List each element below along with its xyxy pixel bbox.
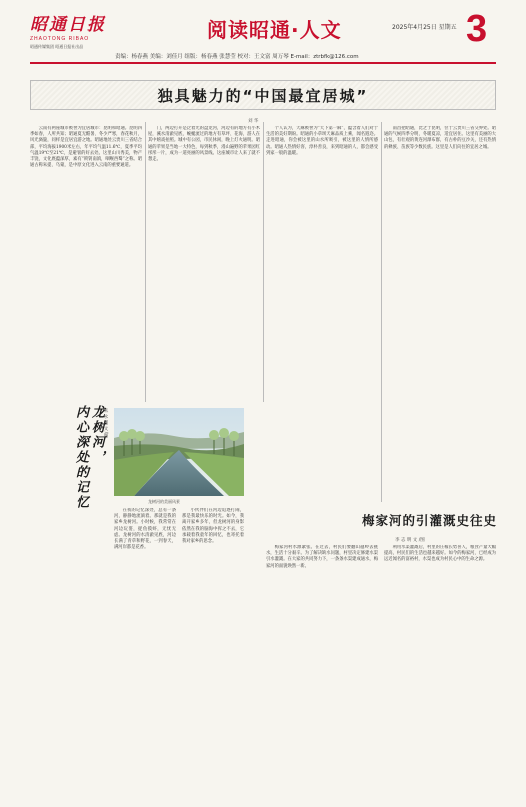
article2-byline: 朱 永 刚 文 /图 (103, 408, 108, 438)
river-photo (114, 408, 244, 496)
article-byline: 刘 华 (248, 119, 259, 124)
logo-english: ZHAOTONG RIBAO (30, 36, 90, 42)
column-divider (145, 122, 146, 402)
column-divider (381, 122, 382, 502)
article3-byline: 李 志 明 文 /图 (395, 538, 425, 543)
article1-column-3: 个人认为，天麻被誉为“天下第一麻”，蕴含着人们对于生活的美好期盼。昭通的小草坝天麻品质上乘，闻名遐迩。走进昭通，你会被这里的山水所吸引，被这里的人情所感动。昭通人热情好客，淳朴善良，来到昭通的人，都会感受到家一般的温暖。 (266, 126, 378, 156)
issue-date: 2025年4月25日 星期五 (392, 24, 457, 31)
headline-text: 独具魅力的“中国最宜居城” (157, 86, 369, 105)
article3-column-1: 梅家河村水源紧张。在过去，村民们要翻山越岭去挑水，生活十分艰辛。为了解决缺水问题，村里决定修建水渠引水灌溉。在大家的共同努力下，一条条水渠建成通水，梅家河的面貌焕然一新。 (266, 545, 378, 569)
article-headline (30, 80, 496, 110)
masthead (0, 0, 526, 64)
section-title: 阅读昭通·人文 (207, 18, 342, 42)
editor-credits: 责编：杨春燕 美编：刘佳月 组版：杨春燕 张慧莹 校对：王文富 周万琴 E-mail：ztrbfk@126.com (115, 54, 359, 60)
article3-title: 梅家河的引灌溉史往史 (362, 513, 498, 528)
column-divider (263, 122, 264, 402)
article1-column-1: 云南有两座城市被誉为宜居城市：昆明和昭通。昆明四季如春，人所共知；昭通夏无酷暑、冬少严寒，春花秋月，风光旖旎，同样是宜居宜游之地。昭通地处云贵川三省结合部，平均海拔1900米左右，年平均气温11.6℃，夏季平均气温19℃至21℃，是避暑的好去处。这里山川秀美，物产丰饶，文化底蕴深厚，素有“锁钥南滇，咽喉西蜀”之称。昭通古称朱提、乌蒙，是中原文化进入云南的重要通道。 (30, 126, 142, 169)
article2-column-1: 在我的记忆深处，总有一条河，静静地流淌着。那就是我的家乡龙树河。小时候，我常常在河边玩耍，捉鱼摸虾，无忧无虑。龙树河的水清澈见底，河边长满了青草和野花，一到春天，满河岸都是花香。 (114, 508, 176, 551)
article2-column-2: 小伙伴们在河边追逐打闹，那是我最快乐的时光。如今，我离开家乡多年，但龙树河的身影依然在我的脑海中挥之不去，它承载着我童年的回忆，也寄托着我对家乡的思念。 (182, 508, 244, 545)
article2-title: 龙树河， 内心深处的记忆 (73, 405, 104, 510)
logo-subtitle: 昭通传媒集团 昭通日报社出品 (30, 44, 84, 49)
page-number: 3 (466, 8, 488, 50)
article1-column-4: 南昌把昭通，比之于昆明，位于云贵川三省交界处。昭通的气候四季分明，冬暖夏凉，适宜居住。这里有美丽的大山包，有壮观的黄连河瀑布群，有古朴的豆沙关，还有热情的彝族、苗族等少数民族。这里是人们向往的宜居之城。 (384, 126, 496, 150)
masthead-rule (30, 62, 496, 64)
article3-column-2: 利用水渠灌溉后，村里的庄稼长势喜人，粮食产量大幅提高，村民们的生活也越来越好。如今的梅家河，已经成为远近闻名的富裕村，水渠也成为村民心中的生命之源。 (384, 545, 496, 563)
photo-caption: 龙树河的美丽风景 (148, 499, 180, 504)
article1-column-2: 门，两边打开是泛着光的盘龙河，河边有的地方有小木屋，溪水清澈见底，蜿蜒流过的地方有草坪、花海，游人在其中嬉戏拍照。城中有公园，市民休闲，晚上灯火通明。昭通的苹果是当地一大特色，每到秋季，漫山遍野的苹果园红彤彤一片，成为一道亮丽的风景线。这座城市让人来了就不想走。 (148, 126, 260, 163)
newspaper-logo (30, 10, 130, 50)
logo-chinese: 昭通日报 (30, 15, 106, 35)
